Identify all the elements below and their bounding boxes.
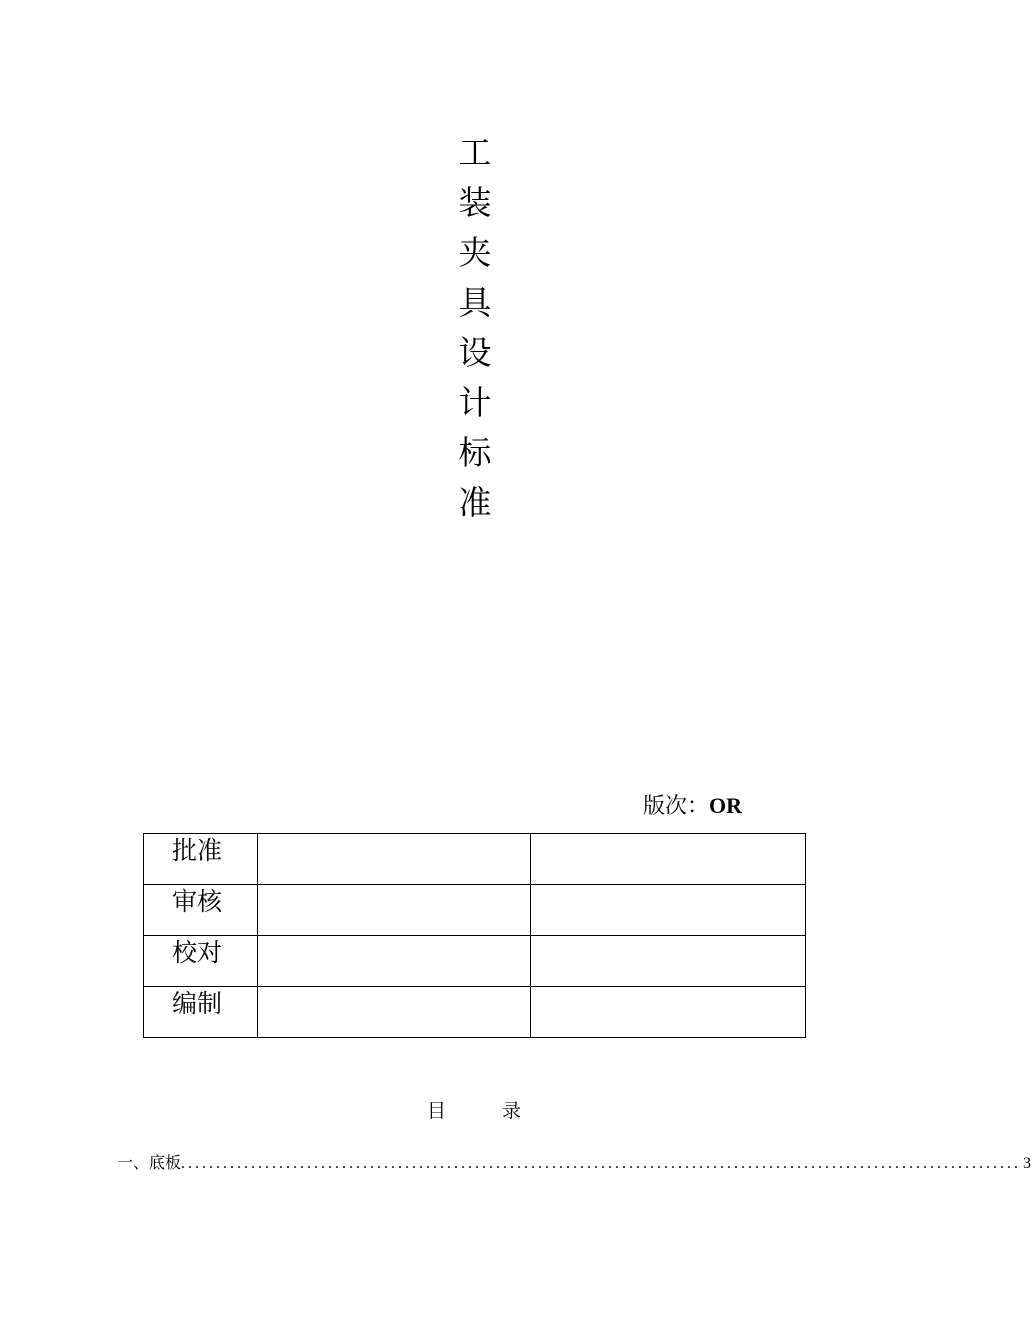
signature-cell (258, 987, 531, 1038)
toc-heading-left: 目 (427, 1100, 447, 1122)
table-row (144, 834, 806, 885)
toc-heading-right: 录 (502, 1100, 522, 1122)
role-cell: 编制 (144, 987, 258, 1038)
date-cell (531, 885, 806, 936)
title-char: 具 (458, 283, 492, 322)
date-cell (531, 936, 806, 987)
toc-leader-dots: ........................................................................................................................ (181, 1155, 1022, 1172)
date-cell (531, 987, 806, 1038)
title-char: 装 (458, 183, 492, 222)
title-char: 设 (458, 333, 492, 372)
table-row (144, 936, 806, 987)
approval-table (143, 833, 806, 1038)
toc-heading (427, 1096, 521, 1123)
title-char: 工 (458, 133, 492, 172)
role-cell: 批准 (144, 834, 258, 885)
signature-cell (258, 936, 531, 987)
role-cell: 审核 (144, 885, 258, 936)
title-char: 夹 (458, 233, 492, 272)
toc-entry-page: 3 (1023, 1155, 1031, 1172)
date-cell (531, 834, 806, 885)
title-char: 准 (458, 483, 492, 522)
table-row (144, 885, 806, 936)
toc-entry-label: 一、底板 (117, 1153, 182, 1172)
document-title (455, 128, 495, 528)
version-line (643, 789, 742, 820)
version-value: OR (709, 793, 743, 818)
table-row (144, 987, 806, 1038)
title-char: 计 (458, 383, 492, 422)
role-cell: 校对 (144, 936, 258, 987)
signature-cell (258, 885, 531, 936)
version-label: 版次： (643, 794, 710, 819)
title-char: 标 (458, 433, 492, 472)
signature-cell (258, 834, 531, 885)
toc-entry[interactable] (117, 1150, 1031, 1173)
